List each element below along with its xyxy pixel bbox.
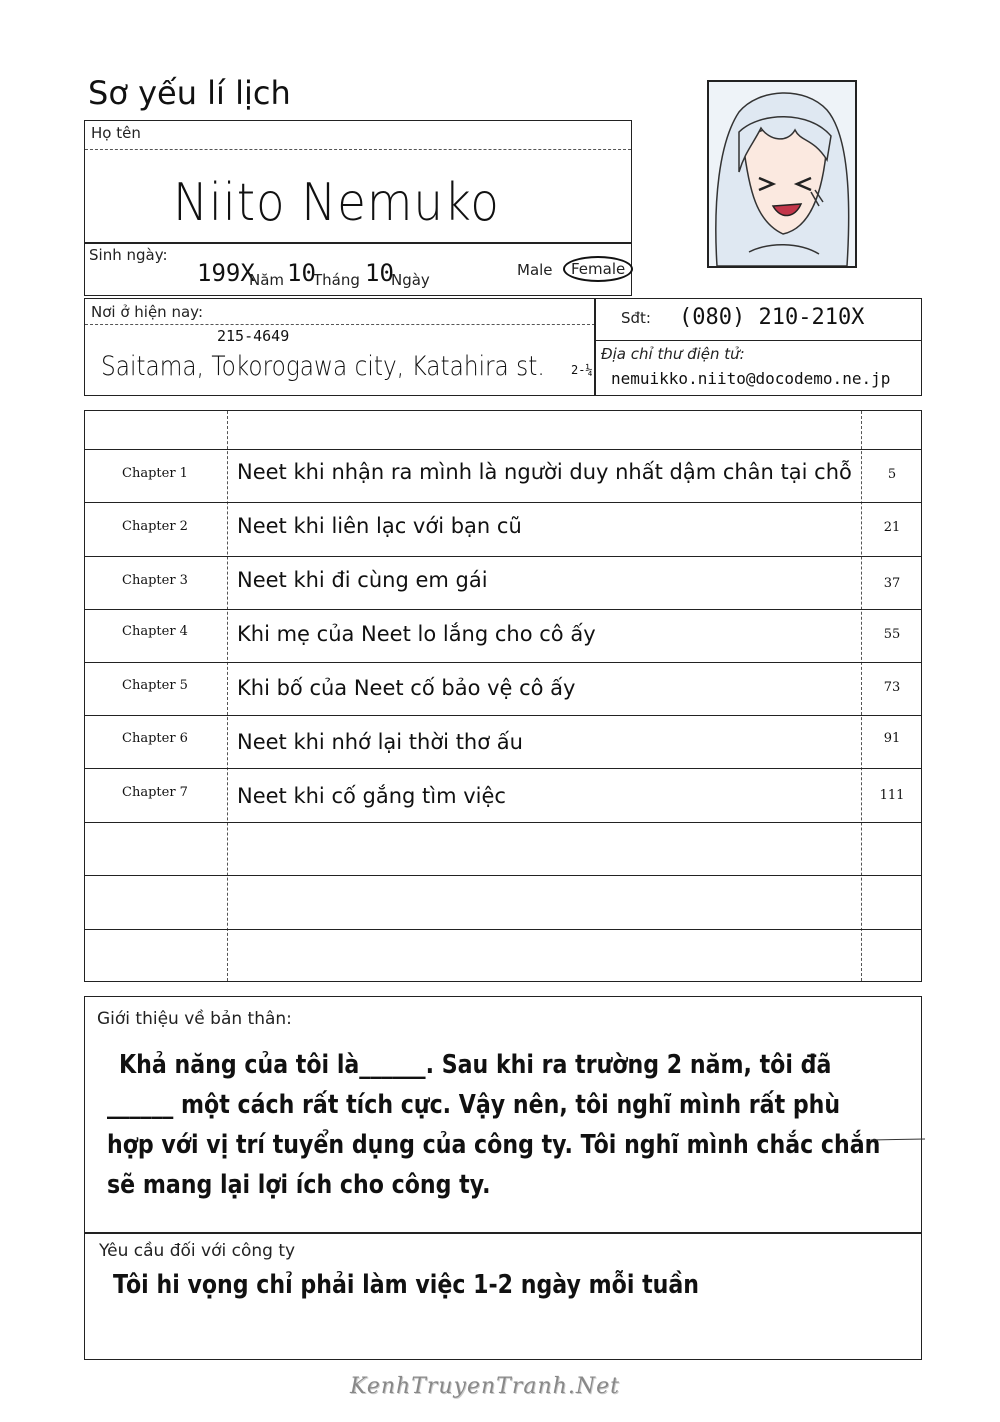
month-word: Tháng bbox=[313, 271, 360, 289]
profile-photo bbox=[707, 80, 857, 268]
table-row-line bbox=[85, 875, 921, 876]
intro-box bbox=[84, 996, 922, 1234]
request-value: Tôi hi vọng chỉ phải làm việc 1-2 ngày mỗi tuần bbox=[113, 1270, 700, 1300]
chapter-title: Khi bố của Neet cố bảo vệ cô ấy bbox=[237, 676, 576, 700]
email-value: nemuikko.niito@docodemo.ne.jp bbox=[611, 369, 891, 388]
table-row-line bbox=[85, 609, 921, 610]
address-divider bbox=[85, 324, 595, 325]
chapter-label: Chapter 5 bbox=[122, 678, 188, 693]
address-suffix: 2-¼ bbox=[571, 363, 593, 377]
watermark-credit: KenhTruyenTranh.Net bbox=[350, 1374, 620, 1399]
phone-value: (080) 210-210X bbox=[679, 305, 865, 330]
birth-year: 199X bbox=[197, 259, 255, 287]
chapter-page: 21 bbox=[883, 520, 901, 535]
address-box bbox=[84, 298, 596, 396]
name-box bbox=[84, 120, 632, 244]
gender-male: Male bbox=[517, 261, 553, 279]
day-word: Ngày bbox=[391, 271, 430, 289]
intro-line: ______ một cách rất tích cực. Vậy nên, tôi nghĩ mình rất phù bbox=[107, 1090, 841, 1120]
email-label: Địa chỉ thư điện tử: bbox=[601, 345, 745, 363]
table-row-line bbox=[85, 715, 921, 716]
chapter-page: 55 bbox=[883, 627, 901, 642]
table-row-line bbox=[85, 662, 921, 663]
birth-label: Sinh ngày: bbox=[89, 246, 168, 264]
phone-label: Sđt: bbox=[621, 309, 651, 327]
table-col-divider-right bbox=[861, 411, 862, 981]
chapter-title: Neet khi đi cùng em gái bbox=[237, 568, 488, 592]
chapter-label: Chapter 2 bbox=[122, 519, 188, 534]
page-title: Sơ yếu lí lịch bbox=[88, 74, 291, 112]
chapter-page: 111 bbox=[879, 788, 905, 803]
table-col-divider-left bbox=[227, 411, 228, 981]
birth-box bbox=[84, 242, 632, 296]
contact-divider bbox=[595, 340, 921, 341]
table-row-line bbox=[85, 768, 921, 769]
chapter-label: Chapter 1 bbox=[122, 466, 188, 481]
name-value: Niito Nemuko bbox=[173, 173, 500, 233]
contact-box bbox=[594, 298, 922, 396]
chapter-label: Chapter 7 bbox=[122, 785, 188, 800]
table-row-line bbox=[85, 449, 921, 450]
year-word: Năm bbox=[249, 271, 285, 289]
chapter-title: Neet khi liên lạc với bạn cũ bbox=[237, 514, 522, 538]
gender-female: Female bbox=[563, 256, 633, 282]
chapter-title: Khi mẹ của Neet lo lắng cho cô ấy bbox=[237, 622, 596, 646]
intro-line: hợp với vị trí tuyển dụng của công ty. Tôi nghĩ mình chắc chắn bbox=[107, 1130, 881, 1160]
chapter-label: Chapter 6 bbox=[122, 731, 188, 746]
chapter-page: 73 bbox=[883, 680, 901, 695]
birth-day: 10 bbox=[365, 259, 394, 287]
pen-stroke bbox=[871, 1139, 925, 1141]
address-label: Nơi ở hiện nay: bbox=[91, 303, 203, 321]
intro-line: Khả năng của tôi là______. Sau khi ra trường 2 năm, tôi đã bbox=[119, 1050, 832, 1080]
chapter-page: 91 bbox=[883, 731, 901, 746]
intro-label: Giới thiệu về bản thân: bbox=[97, 1009, 292, 1029]
chapter-title: Neet khi nhớ lại thời thơ ấu bbox=[237, 730, 523, 754]
chapter-label: Chapter 4 bbox=[122, 624, 188, 639]
address-value: Saitama, Tokorogawa city, Katahira st. bbox=[101, 351, 545, 382]
chapter-title: Neet khi cố gắng tìm việc bbox=[237, 784, 506, 808]
chapter-page: 5 bbox=[887, 467, 897, 482]
chapter-title: Neet khi nhận ra mình là người duy nhất dậm chân tại chỗ bbox=[237, 460, 852, 484]
intro-line: sẽ mang lại lợi ích cho công ty. bbox=[107, 1170, 491, 1200]
birth-month: 10 bbox=[287, 259, 316, 287]
name-divider bbox=[85, 149, 631, 150]
request-box bbox=[84, 1232, 922, 1360]
request-label: Yêu cầu đối với công ty bbox=[99, 1241, 296, 1261]
anime-portrait-icon bbox=[709, 82, 855, 266]
chapter-page: 37 bbox=[883, 576, 901, 591]
table-row-line bbox=[85, 556, 921, 557]
name-label: Họ tên bbox=[91, 124, 141, 142]
chapter-label: Chapter 3 bbox=[122, 573, 188, 588]
table-row-line bbox=[85, 502, 921, 503]
table-row-line bbox=[85, 822, 921, 823]
table-row-line bbox=[85, 929, 921, 930]
postal-code: 215-4649 bbox=[217, 327, 290, 345]
